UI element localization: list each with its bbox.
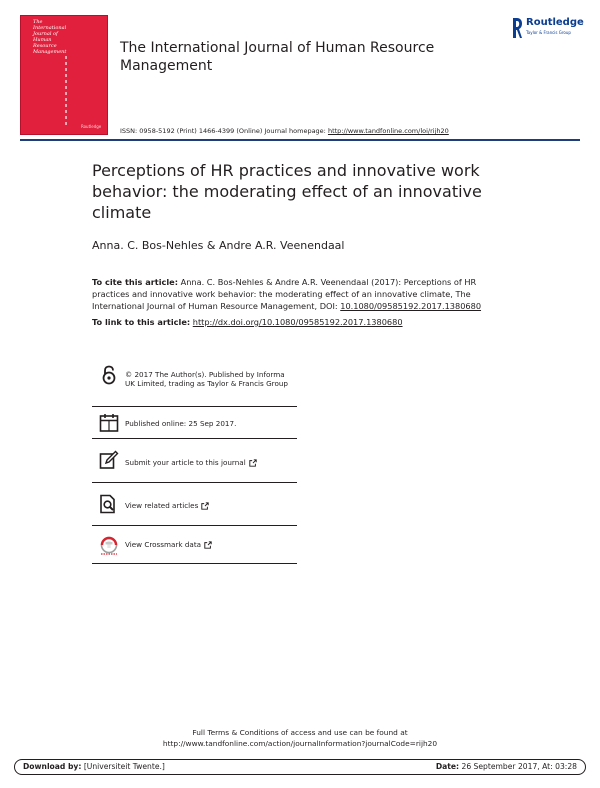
cover-decoration xyxy=(65,56,67,126)
doi-link[interactable]: 10.1080/09585192.2017.1380680 xyxy=(340,301,482,311)
download-date-value: 26 September 2017, At: 03:28 xyxy=(461,762,577,771)
citation-block xyxy=(92,276,512,312)
cover-publisher-mark: Routledge xyxy=(81,124,102,129)
terms-line-1: Full Terms & Conditions of access and use can be found at xyxy=(192,728,408,737)
crossmark-label: View Crossmark data xyxy=(125,540,202,549)
download-date xyxy=(436,762,577,771)
article-url-link[interactable]: http://dx.doi.org/10.1080/09585192.2017.1380680 xyxy=(192,317,403,327)
submit-article-link[interactable] xyxy=(125,458,257,467)
publisher-name: Routledge xyxy=(526,17,584,28)
download-by-value: [Universiteit Twente.] xyxy=(83,762,165,771)
license-row xyxy=(92,362,297,407)
crossmark-link[interactable] xyxy=(125,540,212,549)
crossmark-row[interactable] xyxy=(92,526,297,564)
open-access-lock-icon xyxy=(99,365,119,385)
document-search-icon xyxy=(99,494,119,514)
article-authors: Anna. C. Bos-Nehles & Andre A.R. Veenendaal xyxy=(92,239,345,252)
related-articles-label: View related articles xyxy=(125,501,199,510)
cite-text: Anna. C. Bos-Nehles & Andre A.R. Veenendaal (2017): Perceptions of HR practices and innovative work behavior: the moderating effect of an innovative climate, The International Journal of Human Resource Management, DOI: xyxy=(92,277,477,311)
journal-title: The International Journal of Human Resource Management xyxy=(120,40,435,74)
calendar-icon xyxy=(99,413,119,433)
cover-title: The International Journal of Human Resource Management xyxy=(33,19,67,55)
terms-line-2[interactable]: http://www.tandfonline.com/action/journalInformation?journalCode=rijh20 xyxy=(162,739,438,748)
external-link-icon xyxy=(249,459,257,467)
published-text: Published online: 25 Sep 2017. xyxy=(125,419,237,428)
link-label: To link to this article: xyxy=(92,317,191,327)
related-row[interactable] xyxy=(92,483,297,526)
submit-article-label: Submit your article to this journal xyxy=(125,458,246,467)
article-title: Perceptions of HR practices and innovative work behavior: the moderating effect of an innovative climate xyxy=(92,161,482,222)
license-text: © 2017 The Author(s). Published by Informa UK Limited, trading as Taylor & Francis Group xyxy=(125,370,288,388)
publisher-tagline: Taylor & Francis Group xyxy=(526,30,571,35)
download-date-label: Date: xyxy=(435,762,460,771)
edit-pencil-icon xyxy=(99,450,119,470)
external-link-icon xyxy=(201,502,209,510)
download-by xyxy=(23,762,165,771)
terms-footer xyxy=(100,727,500,749)
journal-cover-image xyxy=(20,15,108,135)
published-row xyxy=(92,407,297,439)
download-by-label: Download by: xyxy=(23,762,82,771)
related-articles-link[interactable] xyxy=(125,501,209,510)
routledge-r-icon xyxy=(512,17,522,39)
issn-line xyxy=(120,127,449,135)
article-info-list xyxy=(92,362,297,564)
issn-text: ISSN: 0958-5192 (Print) 1466-4399 (Online) Journal homepage: xyxy=(120,127,326,135)
cite-label: To cite this article: xyxy=(92,277,178,287)
header-divider xyxy=(20,139,580,141)
submit-row[interactable] xyxy=(92,439,297,483)
crossmark-icon xyxy=(99,536,119,556)
publisher-logo[interactable] xyxy=(512,17,592,43)
external-link-icon xyxy=(204,541,212,549)
journal-homepage-link[interactable]: http://www.tandfonline.com/loi/rijh20 xyxy=(327,127,449,135)
download-info-bar xyxy=(14,759,586,775)
article-link-line xyxy=(92,317,403,327)
